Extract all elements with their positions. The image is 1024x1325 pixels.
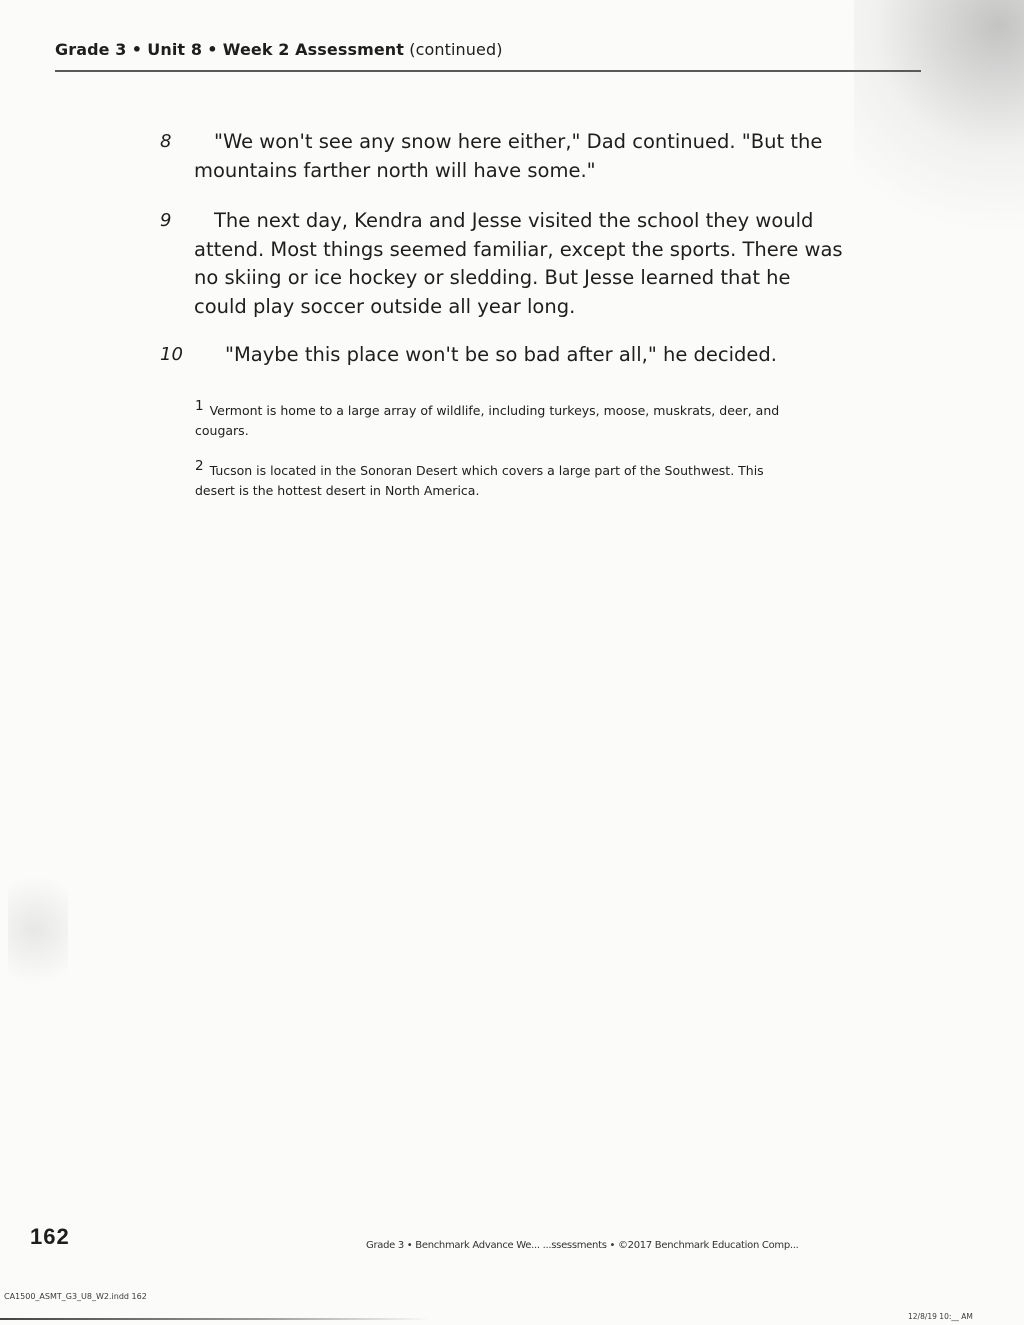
paragraph-number: 9 [160, 210, 172, 231]
header-separator: • [131, 40, 143, 59]
footnote-mark: 1 [195, 397, 204, 414]
header-continued: (continued) [409, 40, 503, 59]
header-week: Week 2 Assessment [222, 40, 405, 59]
footnote-mark: 2 [195, 457, 204, 474]
copyright-credit: Grade 3 • Benchmark Advance We... ...ssessments • ©2017 Benchmark Education Comp... [366, 1240, 799, 1251]
header-grade: Grade 3 [55, 40, 127, 59]
footnote-2 [195, 457, 805, 500]
header-separator: • [207, 40, 218, 59]
paragraph-text: The next day, Kendra and Jesse visited the school they would attend. Most things seemed familiar, except the sports. There was no skiing or ice hockey or sledding. But Jesse learned that he could play soccer outside all year long. [194, 209, 843, 318]
scan-smudge [8, 860, 68, 1000]
page-header [55, 40, 503, 59]
footnote-text: Tucson is located in the Sonoran Desert which covers a large part of the Southwest. This desert is the hottest desert in North America. [195, 463, 764, 498]
paragraph-text: "Maybe this place won't be so bad after all," he decided. [225, 343, 778, 366]
footnote-text: Vermont is home to a large array of wildlife, including turkeys, moose, muskrats, deer, and cougars. [195, 403, 780, 438]
page-number: 162 [30, 1224, 70, 1249]
scan-edge-line [0, 1318, 430, 1320]
footnote-1 [195, 397, 805, 440]
paragraph-number: 8 [160, 131, 172, 152]
header-divider [55, 70, 921, 72]
scan-shadow [854, 0, 1024, 260]
print-slug-filename: CA1500_ASMT_G3_U8_W2.indd 162 [4, 1292, 147, 1301]
print-slug-date: 12/8/19 10:__ AM [908, 1312, 973, 1321]
paragraph-text: "We won't see any snow here either," Dad continued. "But the mountains farther north will have some." [194, 130, 823, 182]
paragraph-number: 10 [160, 344, 183, 365]
header-unit: Unit 8 [147, 40, 203, 59]
